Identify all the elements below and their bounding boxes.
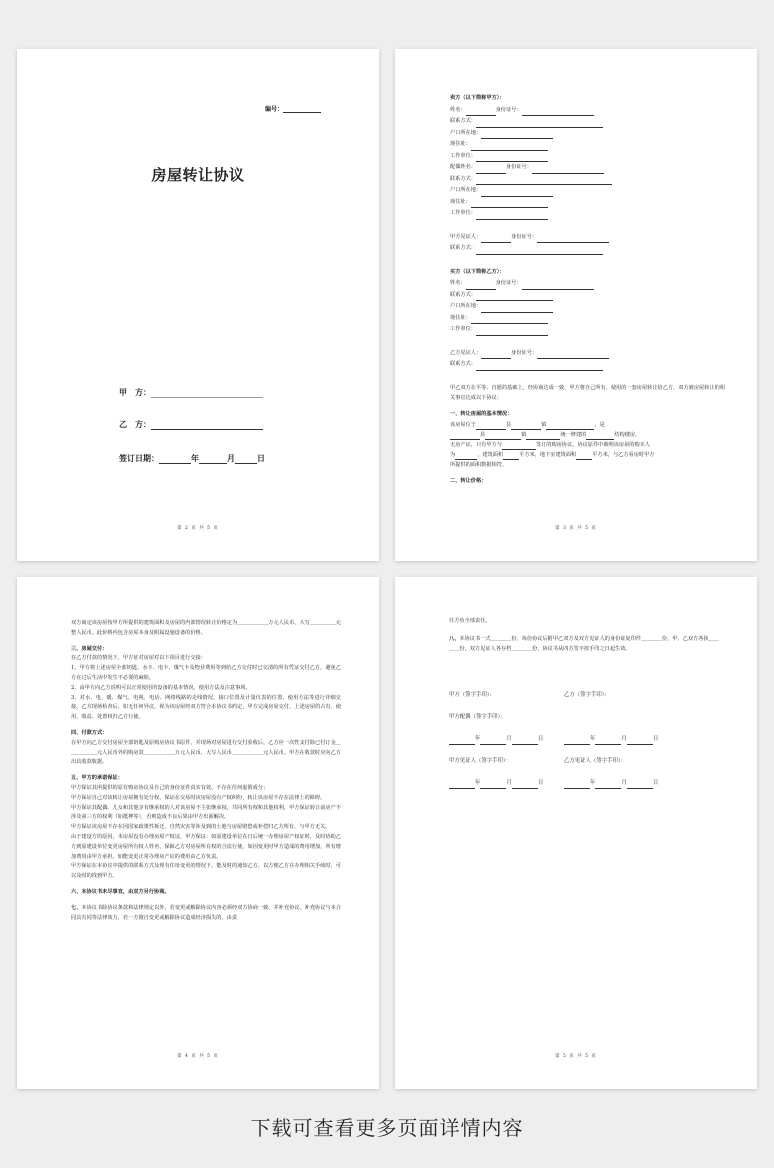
spouse-name-row: 配偶姓名： 身份证号： <box>450 162 727 174</box>
seller-contact-row: 联系方式： <box>450 116 727 128</box>
sig-party-b: 乙方（签字手印）： <box>564 692 610 698</box>
section-5-title: 五、甲方的承诺保证： <box>71 775 123 782</box>
document-title: 房屋转让协议 <box>151 166 245 184</box>
intro-paragraph: 甲乙双方在平等、自愿的基础上，经协商达成一致，甲方将自己所有、使用的一套房屋转让给乙方，双方就房屋转让的相关事宜达成以下协议： <box>450 384 725 401</box>
witness-a-contact-row: 联系方式： <box>450 243 727 255</box>
section-6-title: 六、本协议书未尽事宜，由双方另行协商。 <box>71 888 170 895</box>
section-2-title: 二、转让价格： <box>450 478 487 484</box>
price-paragraph: 双方商定该房屋按甲方所提供的建筑面积及房屋的内部情况转让价格定为＿＿＿＿＿＿万元人民币，大写＿＿＿＿＿元整人民币。此价格内包含房屋本身及附属设施设备的价格。 <box>71 620 341 636</box>
section-3-line: 3、对水、电、暖、煤气、电视、电话、网络线路的走线情况，接口位置及计量仪表的位置、使用方法等进行详细交接。乙方现场检查后，如无任何异议，视为该房屋经双方符合本协议书约定，甲方完成房屋交付，上述房屋的占有、使用、收益、处置权归乙方行使。 <box>71 694 341 721</box>
section-5-line: 甲方保证其配偶、儿女和其他享有继承权的人对该房屋不主张继承权，共同所有权和其他权利，甲方保证转让前房产不涉及第三方的权利（如抵押等），否则造成不良后果由甲方出面解决。 <box>71 804 341 821</box>
buyer-contact-row: 联系方式： <box>450 290 727 302</box>
page-footer: 第 3 页 共 5 页 <box>555 526 597 531</box>
section-7-paragraph: 七、本协议书除协议条款和法律规定以外，若变更或解除协议内容必须经双方协商一致，并补充协议。补充协议与本合同具有同等法律效力，若一方擅自变更或解除协议造成经济损失的，由责 <box>71 904 341 921</box>
sig-witness-b: 乙方见证人（签字手印）： <box>564 758 626 764</box>
buyer-name-row: 姓名： 身份证号： <box>450 278 727 290</box>
party-b-field: 乙 方： <box>119 419 263 430</box>
responsibility-line: 任方负全部责任。 <box>449 618 491 624</box>
sig-party-a: 甲方（签字手印）： <box>449 692 495 698</box>
parties-body <box>450 93 727 488</box>
party-a-field: 甲 方： <box>119 387 263 398</box>
section-5-line: 甲方保证自己对该转让房屋拥有处分权，保证在交易时该房屋没有产权纠纷，转让该房屋不存在法律上的障碍。 <box>71 794 326 801</box>
signature-block <box>449 690 727 789</box>
section-8-paragraph: 八、本协议书一式＿＿＿＿份，每份协议后附甲乙双方及双方见证人的身份证复印件＿＿＿＿份，甲、乙双方各执＿＿＿＿份，双方见证人各存档＿＿＿＿份，协议书从四方签字按手印之日起生效。 <box>449 635 719 652</box>
parties-page <box>395 49 757 561</box>
section-5-line: 由于建设方的原因，本房屋没有办理房屋产权证，甲方保证：如原建设单位在日后统一办理房屋产权证时，及时协助乙方到原建设单位变更房屋所有权人姓名，保障乙方对房屋所有权的合法行使。如因变更时甲方造成的费用增加，所有增加费用由甲方承担，如能变更正常办理房产证的费用由乙方负责。 <box>71 833 341 860</box>
terms-page <box>17 577 379 1089</box>
page-footer: 第 4 页 共 5 页 <box>177 1054 219 1059</box>
spouse-hukou-row: 户口所在地： <box>450 185 727 197</box>
spouse-work-row: 工作单位： <box>450 208 727 220</box>
page-footer: 第 5 页 共 5 页 <box>555 1054 597 1059</box>
sig-spouse: 甲方配偶（签字手印）： <box>449 714 506 720</box>
section-3-line: 2、由甲方向乙方说明可以正常使用的设备的基本情况、使用方法及注意事项。 <box>71 684 251 691</box>
section-3-line: 1、甲方将上述房屋全部钥匙、水卡、电卡、煤气卡及物业费用等到给乙方交付时已交清的所有凭证交付乙方，避免乙方在过后生活中发生不必要的麻烦。 <box>71 665 341 681</box>
buyer-heading: 买方（以下简称乙方）： <box>450 268 505 275</box>
section-4-line: 在甲方向乙方交付房屋全部钥匙及原购房协议书原件，并现场对房屋进行交付验收后，乙方应一次性支付除已付订金＿＿＿＿＿＿元人民币外的购房款＿＿＿＿＿＿万元人民币，大写人民币＿＿＿＿＿＿元人民币。甲方在收款时应向乙方出具收款收据。 <box>71 739 341 766</box>
page-footer: 第 2 页 共 5 页 <box>177 526 219 531</box>
seller-heading: 卖方（以下简称甲方）： <box>450 95 505 101</box>
witness-b-contact-row: 联系方式： <box>450 359 727 371</box>
buyer-hukou-row: 户口所在地： <box>450 301 727 313</box>
spouse-address-row: 现住址： <box>450 197 727 209</box>
date-row-2: 年 月 日 年 月 日 <box>449 778 727 789</box>
buyer-work-row: 工作单位： <box>450 324 727 336</box>
witness-b-row: 乙方见证人： 身份证号： <box>450 348 727 360</box>
section-1-body: 该房屋位于 县 镇 ，是 县 镇 统一修建的 结构楼房， 无房产证，只有甲方与 签订的购房协议，协议原件中载明该房屋的购买人 为 ，建筑面积 平方米，地下室建筑面积 平方米，与乙方看房时甲方 所提供的面积数据相符。 <box>450 422 655 468</box>
section-3-title: 三、房屋交付： <box>71 645 108 652</box>
sign-date-field: 签订日期： 年 月 日 <box>119 453 265 463</box>
seller-work-row: 工作单位： <box>450 151 727 163</box>
section-5-line: 甲方保证在本协议中提供的联系方式及现有住址变更的情况下，能及时的通知乙方，以方便乙方在办理相关手续时，可以及时的找到甲方。 <box>71 863 341 880</box>
terms-body <box>71 619 341 923</box>
section-1-title: 一、转让房屋的基本情况： <box>450 410 513 417</box>
signature-page <box>395 577 757 1089</box>
spouse-contact-row: 联系方式： <box>450 174 727 186</box>
cover-page <box>17 49 379 561</box>
witness-a-row: 甲方见证人： 身份证号： <box>450 232 727 244</box>
seller-address-row: 现住址： <box>450 139 727 151</box>
seller-name-row: 姓名： 身份证号： <box>450 105 727 117</box>
buyer-address-row: 现住址： <box>450 313 727 325</box>
section-3-line: 在乙方付款的情况下，甲方征对房屋对以下项目进行交接： <box>71 655 206 662</box>
download-caption: 下载可查看更多页面详情内容 <box>250 1116 524 1140</box>
section-5-line: 甲方保证该房屋不存在因国家政策性拆迁、自然灾害等涉及到的土地与房屋赔偿或补偿归乙方所有，与甲方无关。 <box>71 824 331 831</box>
sig-witness-a: 甲方见证人（签字手印）： <box>449 758 511 764</box>
seller-hukou-row: 户口所在地： <box>450 128 727 140</box>
section-5-line: 甲方保证其所提供的原有购房协议及自己的身份证件真实有效，不存在任何虚假成分； <box>71 784 269 791</box>
date-row-1: 年 月 日 年 月 日 <box>449 734 727 745</box>
contract-number: 编号： <box>265 104 321 113</box>
section-4-title: 四、付款方式： <box>71 729 108 736</box>
closing-body <box>449 617 719 654</box>
